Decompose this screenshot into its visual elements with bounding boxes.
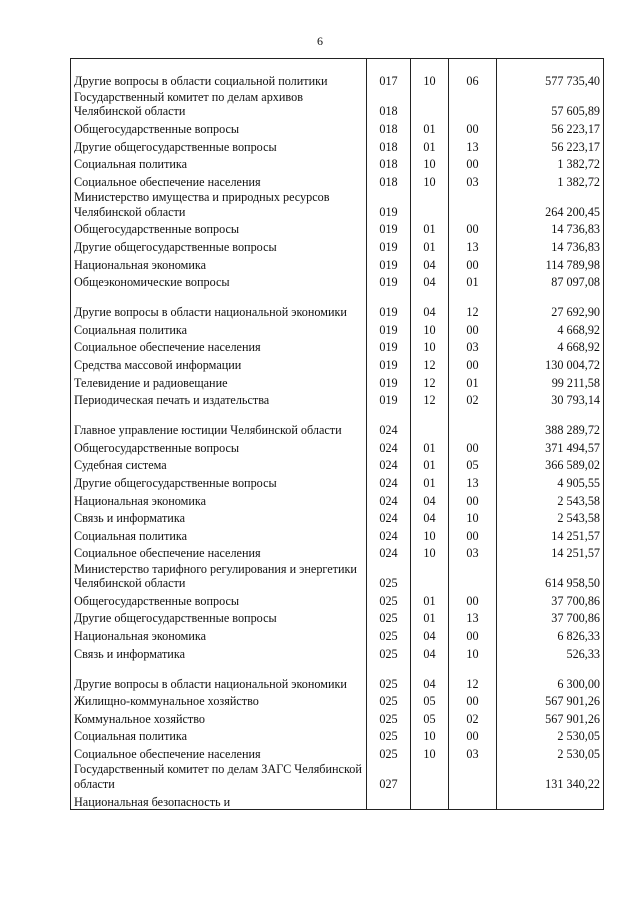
item-name: Социальное обеспечение населения: [71, 543, 367, 561]
table-row: [71, 255, 604, 273]
section-code: [411, 189, 449, 219]
section-code: 01: [411, 237, 449, 255]
amount: 57 605,89: [497, 89, 604, 119]
department-code: 024: [367, 491, 411, 509]
subsection-code: [449, 408, 497, 438]
amount: 37 700,86: [497, 591, 604, 609]
item-name: Другие общегосударственные вопросы: [71, 608, 367, 626]
department-code: 025: [367, 691, 411, 709]
table-row: [71, 154, 604, 172]
table-row: [71, 508, 604, 526]
amount: 567 901,26: [497, 709, 604, 727]
department-code: 019: [367, 337, 411, 355]
department-code: 018: [367, 137, 411, 155]
department-code: 024: [367, 438, 411, 456]
table-row: [71, 219, 604, 237]
subsection-code: [449, 89, 497, 119]
subsection-code: 00: [449, 626, 497, 644]
subsection-code: 00: [449, 526, 497, 544]
amount: 87 097,08: [497, 272, 604, 290]
item-name: Периодическая печать и издательства: [71, 390, 367, 408]
section-code: 04: [411, 644, 449, 662]
amount: 2 530,05: [497, 726, 604, 744]
section-code: 10: [411, 526, 449, 544]
department-code: 025: [367, 626, 411, 644]
section-code: 04: [411, 626, 449, 644]
item-name: Государственный комитет по делам архивов Челябинской области: [71, 89, 367, 119]
amount: 6 300,00: [497, 661, 604, 691]
section-code: [411, 408, 449, 438]
section-code: 01: [411, 455, 449, 473]
department-code: 025: [367, 744, 411, 762]
department-code: 024: [367, 408, 411, 438]
table-row: [71, 473, 604, 491]
section-code: 12: [411, 390, 449, 408]
table-row: [71, 89, 604, 119]
subsection-code: 13: [449, 237, 497, 255]
table-row: [71, 172, 604, 190]
department-code: 025: [367, 726, 411, 744]
section-code: 10: [411, 320, 449, 338]
department-code: 025: [367, 591, 411, 609]
item-name: Другие общегосударственные вопросы: [71, 237, 367, 255]
item-name: Главное управление юстиции Челябинской области: [71, 408, 367, 438]
subsection-code: 00: [449, 691, 497, 709]
table-row: [71, 438, 604, 456]
item-name: Другие общегосударственные вопросы: [71, 137, 367, 155]
table-row: [71, 744, 604, 762]
table-row: [71, 237, 604, 255]
table-row: [71, 59, 604, 90]
item-name: Средства массовой информации: [71, 355, 367, 373]
amount: 37 700,86: [497, 608, 604, 626]
department-code: 019: [367, 320, 411, 338]
amount: 264 200,45: [497, 189, 604, 219]
department-code: 024: [367, 508, 411, 526]
item-name: Национальная экономика: [71, 255, 367, 273]
department-code: 024: [367, 543, 411, 561]
item-name: Социальная политика: [71, 154, 367, 172]
table-row: [71, 709, 604, 727]
amount: 371 494,57: [497, 438, 604, 456]
item-name: Другие вопросы в области социальной политики: [71, 59, 367, 90]
section-code: 01: [411, 438, 449, 456]
subsection-code: 00: [449, 726, 497, 744]
department-code: 019: [367, 272, 411, 290]
table-row: [71, 189, 604, 219]
table-row: [71, 455, 604, 473]
amount: 567 901,26: [497, 691, 604, 709]
amount: 114 789,98: [497, 255, 604, 273]
section-code: 04: [411, 272, 449, 290]
item-name: Связь и информатика: [71, 508, 367, 526]
department-code: 025: [367, 608, 411, 626]
amount: 56 223,17: [497, 137, 604, 155]
item-name: Жилищно-коммунальное хозяйство: [71, 691, 367, 709]
subsection-code: 03: [449, 543, 497, 561]
amount: 130 004,72: [497, 355, 604, 373]
subsection-code: 00: [449, 491, 497, 509]
page-number: 6: [317, 34, 323, 48]
item-name: Национальная экономика: [71, 491, 367, 509]
amount: 1 382,72: [497, 154, 604, 172]
subsection-code: 13: [449, 473, 497, 491]
item-name: Телевидение и радиовещание: [71, 373, 367, 391]
amount: 56 223,17: [497, 119, 604, 137]
amount: 27 692,90: [497, 290, 604, 320]
department-code: 024: [367, 455, 411, 473]
budget-table-body: [71, 59, 604, 810]
amount: 14 251,57: [497, 526, 604, 544]
subsection-code: 00: [449, 219, 497, 237]
table-row: [71, 561, 604, 591]
item-name: Общеэкономические вопросы: [71, 272, 367, 290]
section-code: 04: [411, 255, 449, 273]
table-row: [71, 272, 604, 290]
subsection-code: 00: [449, 591, 497, 609]
amount: 14 736,83: [497, 219, 604, 237]
department-code: [367, 792, 411, 810]
section-code: 10: [411, 59, 449, 90]
department-code: 019: [367, 255, 411, 273]
amount: 614 958,50: [497, 561, 604, 591]
department-code: 019: [367, 219, 411, 237]
department-code: 025: [367, 561, 411, 591]
section-code: 01: [411, 591, 449, 609]
item-name: Судебная система: [71, 455, 367, 473]
item-name: Национальная безопасность и: [71, 792, 367, 810]
amount: 14 251,57: [497, 543, 604, 561]
section-code: 04: [411, 491, 449, 509]
item-name: Другие вопросы в области национальной экономики: [71, 290, 367, 320]
department-code: 018: [367, 119, 411, 137]
department-code: 025: [367, 709, 411, 727]
subsection-code: 01: [449, 272, 497, 290]
item-name: Общегосударственные вопросы: [71, 119, 367, 137]
budget-table: [70, 58, 604, 810]
amount: 131 340,22: [497, 762, 604, 792]
table-row: [71, 608, 604, 626]
amount: 388 289,72: [497, 408, 604, 438]
item-name: Министерство тарифного регулирования и энергетики Челябинской области: [71, 561, 367, 591]
subsection-code: 12: [449, 661, 497, 691]
amount: 14 736,83: [497, 237, 604, 255]
subsection-code: 00: [449, 255, 497, 273]
subsection-code: [449, 792, 497, 810]
subsection-code: [449, 561, 497, 591]
subsection-code: 03: [449, 172, 497, 190]
section-code: 04: [411, 661, 449, 691]
amount: 2 530,05: [497, 744, 604, 762]
table-row: [71, 726, 604, 744]
subsection-code: 03: [449, 744, 497, 762]
item-name: Другие вопросы в области национальной экономики: [71, 661, 367, 691]
section-code: 10: [411, 154, 449, 172]
table-row: [71, 762, 604, 792]
subsection-code: 00: [449, 154, 497, 172]
table-row: [71, 526, 604, 544]
section-code: 10: [411, 172, 449, 190]
table-row: [71, 491, 604, 509]
subsection-code: 02: [449, 390, 497, 408]
department-code: 018: [367, 89, 411, 119]
table-row: [71, 119, 604, 137]
item-name: Общегосударственные вопросы: [71, 591, 367, 609]
table-row: [71, 644, 604, 662]
table-row: [71, 661, 604, 691]
subsection-code: 05: [449, 455, 497, 473]
subsection-code: 13: [449, 608, 497, 626]
table-row: [71, 408, 604, 438]
table-row: [71, 320, 604, 338]
subsection-code: 02: [449, 709, 497, 727]
department-code: 017: [367, 59, 411, 90]
item-name: Коммунальное хозяйство: [71, 709, 367, 727]
section-code: 10: [411, 543, 449, 561]
section-code: 01: [411, 608, 449, 626]
item-name: Общегосударственные вопросы: [71, 438, 367, 456]
subsection-code: 00: [449, 320, 497, 338]
amount: 366 589,02: [497, 455, 604, 473]
table-row: [71, 290, 604, 320]
amount: 6 826,33: [497, 626, 604, 644]
department-code: 027: [367, 762, 411, 792]
section-code: 04: [411, 290, 449, 320]
amount: 2 543,58: [497, 491, 604, 509]
section-code: 01: [411, 219, 449, 237]
section-code: 04: [411, 508, 449, 526]
item-name: Государственный комитет по делам ЗАГС Челябинской области: [71, 762, 367, 792]
subsection-code: [449, 189, 497, 219]
item-name: Национальная экономика: [71, 626, 367, 644]
department-code: 019: [367, 189, 411, 219]
section-code: 12: [411, 355, 449, 373]
subsection-code: [449, 762, 497, 792]
department-code: 019: [367, 390, 411, 408]
department-code: 019: [367, 373, 411, 391]
subsection-code: 13: [449, 137, 497, 155]
department-code: 018: [367, 154, 411, 172]
amount: 2 543,58: [497, 508, 604, 526]
item-name: Социальное обеспечение населения: [71, 744, 367, 762]
section-code: 10: [411, 744, 449, 762]
item-name: Социальная политика: [71, 526, 367, 544]
department-code: 025: [367, 644, 411, 662]
section-code: 01: [411, 473, 449, 491]
item-name: Социальная политика: [71, 320, 367, 338]
amount: 577 735,40: [497, 59, 604, 90]
subsection-code: 12: [449, 290, 497, 320]
section-code: [411, 561, 449, 591]
section-code: 01: [411, 119, 449, 137]
amount: 526,33: [497, 644, 604, 662]
subsection-code: 10: [449, 644, 497, 662]
department-code: 024: [367, 526, 411, 544]
department-code: 019: [367, 355, 411, 373]
subsection-code: 00: [449, 119, 497, 137]
subsection-code: 06: [449, 59, 497, 90]
department-code: 019: [367, 290, 411, 320]
section-code: [411, 792, 449, 810]
amount: 1 382,72: [497, 172, 604, 190]
item-name: Министерство имущества и природных ресурсов Челябинской области: [71, 189, 367, 219]
section-code: 12: [411, 373, 449, 391]
department-code: 025: [367, 661, 411, 691]
subsection-code: 00: [449, 438, 497, 456]
item-name: Другие общегосударственные вопросы: [71, 473, 367, 491]
item-name: Общегосударственные вопросы: [71, 219, 367, 237]
section-code: 01: [411, 137, 449, 155]
amount: 99 211,58: [497, 373, 604, 391]
department-code: 019: [367, 237, 411, 255]
section-code: 05: [411, 709, 449, 727]
item-name: Связь и информатика: [71, 644, 367, 662]
table-row: [71, 373, 604, 391]
department-code: 024: [367, 473, 411, 491]
table-row: [71, 626, 604, 644]
table-row: [71, 355, 604, 373]
amount: 4 668,92: [497, 337, 604, 355]
item-name: Социальная политика: [71, 726, 367, 744]
table-row: [71, 337, 604, 355]
department-code: 018: [367, 172, 411, 190]
amount: [497, 792, 604, 810]
table-row: [71, 691, 604, 709]
amount: 30 793,14: [497, 390, 604, 408]
section-code: [411, 89, 449, 119]
item-name: Социальное обеспечение населения: [71, 172, 367, 190]
subsection-code: 01: [449, 373, 497, 391]
subsection-code: 00: [449, 355, 497, 373]
amount: 4 905,55: [497, 473, 604, 491]
section-code: 05: [411, 691, 449, 709]
table-row: [71, 390, 604, 408]
amount: 4 668,92: [497, 320, 604, 338]
subsection-code: 03: [449, 337, 497, 355]
subsection-code: 10: [449, 508, 497, 526]
table-row: [71, 543, 604, 561]
table-row: [71, 792, 604, 810]
section-code: 10: [411, 726, 449, 744]
table-row: [71, 137, 604, 155]
table-row: [71, 591, 604, 609]
section-code: [411, 762, 449, 792]
section-code: 10: [411, 337, 449, 355]
item-name: Социальное обеспечение населения: [71, 337, 367, 355]
